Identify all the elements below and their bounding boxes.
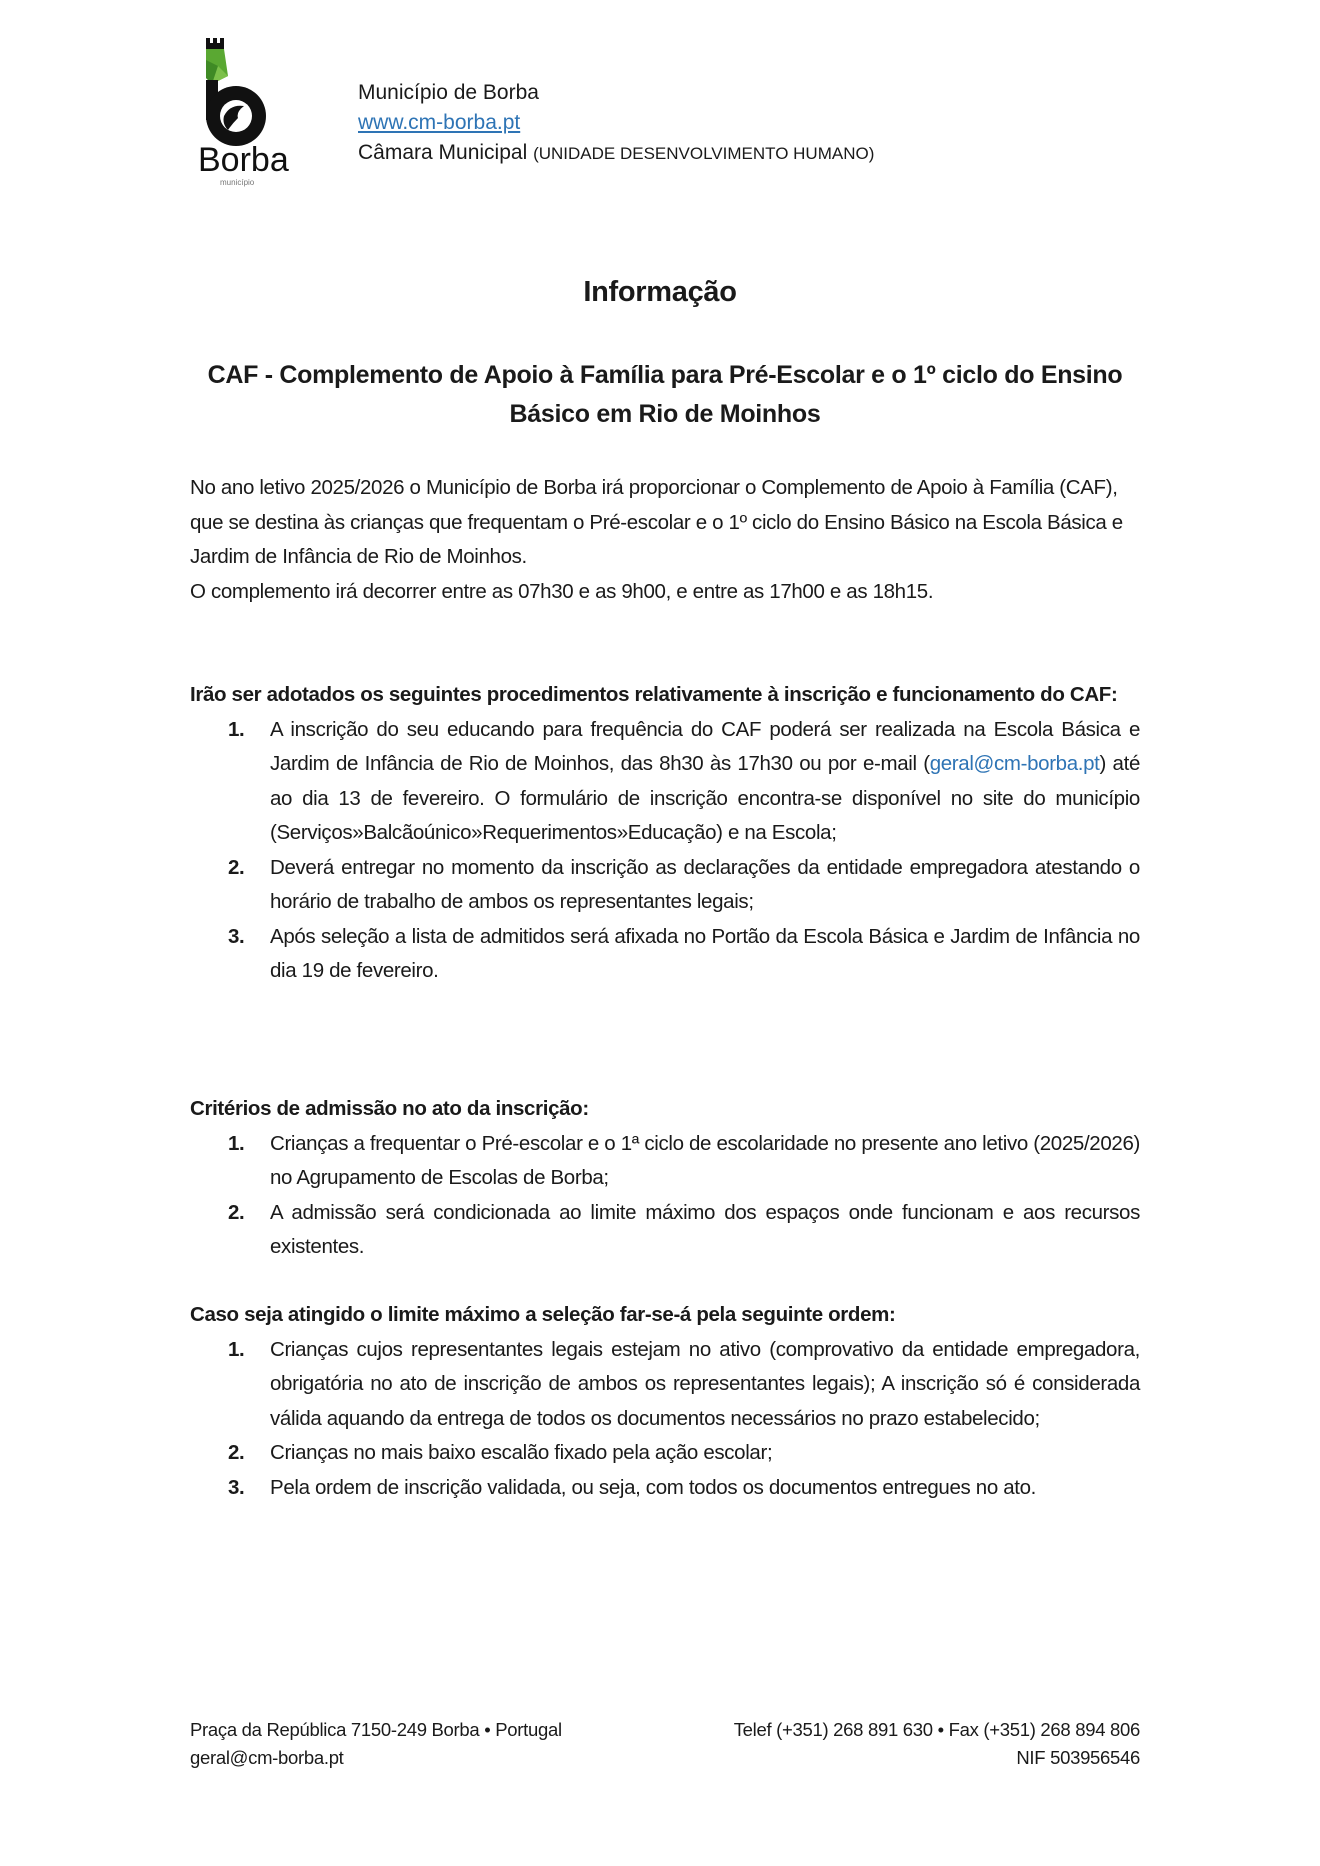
selection-order-section	[190, 1298, 1140, 1505]
list-item: 2. Crianças no mais baixo escalão fixado pela ação escolar;	[190, 1436, 1140, 1471]
intro-paragraph	[190, 471, 1140, 609]
section-heading: Critérios de admissão no ato da inscrição:	[190, 1097, 589, 1120]
list-item: 3. Após seleção a lista de admitidos será afixada no Portão da Escola Básica e Jardim de Infância no dia 19 de fevereiro.	[190, 920, 1140, 989]
email-link[interactable]: geral@cm-borba.pt	[929, 752, 1100, 775]
list-number: 2.	[228, 855, 245, 879]
letterhead	[358, 78, 874, 169]
section-heading: Caso seja atingido o limite máximo a seleção far-se-á pela seguinte ordem:	[190, 1303, 896, 1326]
list-item: 3. Pela ordem de inscrição validada, ou seja, com todos os documentos entregues no ato.	[190, 1471, 1140, 1506]
list-number: 3.	[228, 924, 245, 948]
list-item: 2. A admissão será condicionada ao limite máximo dos espaços onde funcionam e aos recursos existentes.	[190, 1196, 1140, 1265]
procedures-list	[190, 713, 1140, 989]
admission-criteria-section	[190, 1092, 1140, 1265]
logo-wordmark: Borba	[198, 141, 289, 179]
document-subtitle: CAF - Complemento de Apoio à Família para Pré-Escolar e o 1º ciclo do Ensino Básico em Rio de Moinhos	[207, 361, 1123, 428]
department	[358, 138, 874, 169]
website-link[interactable]: www.cm-borba.pt	[358, 111, 521, 134]
borba-municipality-logo-icon	[198, 36, 294, 188]
selection-list	[190, 1333, 1140, 1506]
list-number: 1.	[228, 717, 245, 741]
list-item: 1. Crianças a frequentar o Pré-escolar e o 1ª ciclo de escolaridade no presente ano letivo (2025/2026) no Agrupamento de Escolas de Borba;	[190, 1127, 1140, 1196]
procedures-section	[190, 678, 1140, 989]
intro-text: No ano letivo 2025/2026 o Município de Borba irá proporcionar o Complemento de Apoio à Família (CAF), que se destina às crianças que frequentam o Pré-escolar e o 1º ciclo do Ensino Básico na Escola Básica e Jardim de Infância de Rio de Moinhos.	[190, 476, 1123, 568]
list-item: 1. A inscrição do seu educando para frequência do CAF poderá ser realizada na Escola Básica e Jardim de Infância de Rio de Moinhos, das 8h30 às 17h30 ou por e-mail (geral@cm-borba.pt) até ao dia 13 de fevereiro. O formulário de inscrição encontra-se disponível no site do município (Serviços»Balcãoúnico»Requerimentos»Educação) e na Escola;	[190, 713, 1140, 851]
footer-nif: NIF 503956546	[1016, 1747, 1140, 1768]
criteria-list	[190, 1127, 1140, 1265]
list-item: 1. Crianças cujos representantes legais estejam no ativo (comprovativo da entidade empregadora, obrigatória no ato de inscrição de ambos os representantes legais); A inscrição só é considerada válida aquando da entrega de todos os documentos necessários no prazo estabelecido;	[190, 1333, 1140, 1437]
list-number: 2.	[228, 1441, 245, 1464]
document-title: Informação	[583, 276, 737, 308]
department-unit: (UNIDADE DESENVOLVIMENTO HUMANO)	[533, 144, 875, 163]
list-number: 2.	[228, 1200, 245, 1224]
logo-tagline: município	[220, 178, 255, 187]
organization-name: Município de Borba	[358, 81, 539, 104]
borba-logo	[198, 36, 294, 188]
department-main: Câmara Municipal	[358, 141, 528, 164]
section-heading: Irão ser adotados os seguintes procedimentos relativamente à inscrição e funcionamento do CAF:	[190, 683, 1118, 706]
page-footer	[190, 1716, 1140, 1772]
list-number: 3.	[228, 1475, 245, 1499]
list-number: 1.	[228, 1337, 245, 1361]
footer-phone-fax: Telef (+351) 268 891 630 • Fax (+351) 268 894 806	[733, 1719, 1140, 1740]
footer-email[interactable]: geral@cm-borba.pt	[190, 1747, 344, 1768]
list-number: 1.	[228, 1131, 245, 1155]
schedule-text: O complemento irá decorrer entre as 07h30 e as 9h00, e entre as 17h00 e as 18h15.	[190, 579, 934, 603]
list-item: 2. Deverá entregar no momento da inscrição as declarações da entidade empregadora atestando o horário de trabalho de ambos os representantes legais;	[190, 851, 1140, 920]
footer-address: Praça da República 7150-249 Borba • Portugal	[190, 1719, 562, 1740]
